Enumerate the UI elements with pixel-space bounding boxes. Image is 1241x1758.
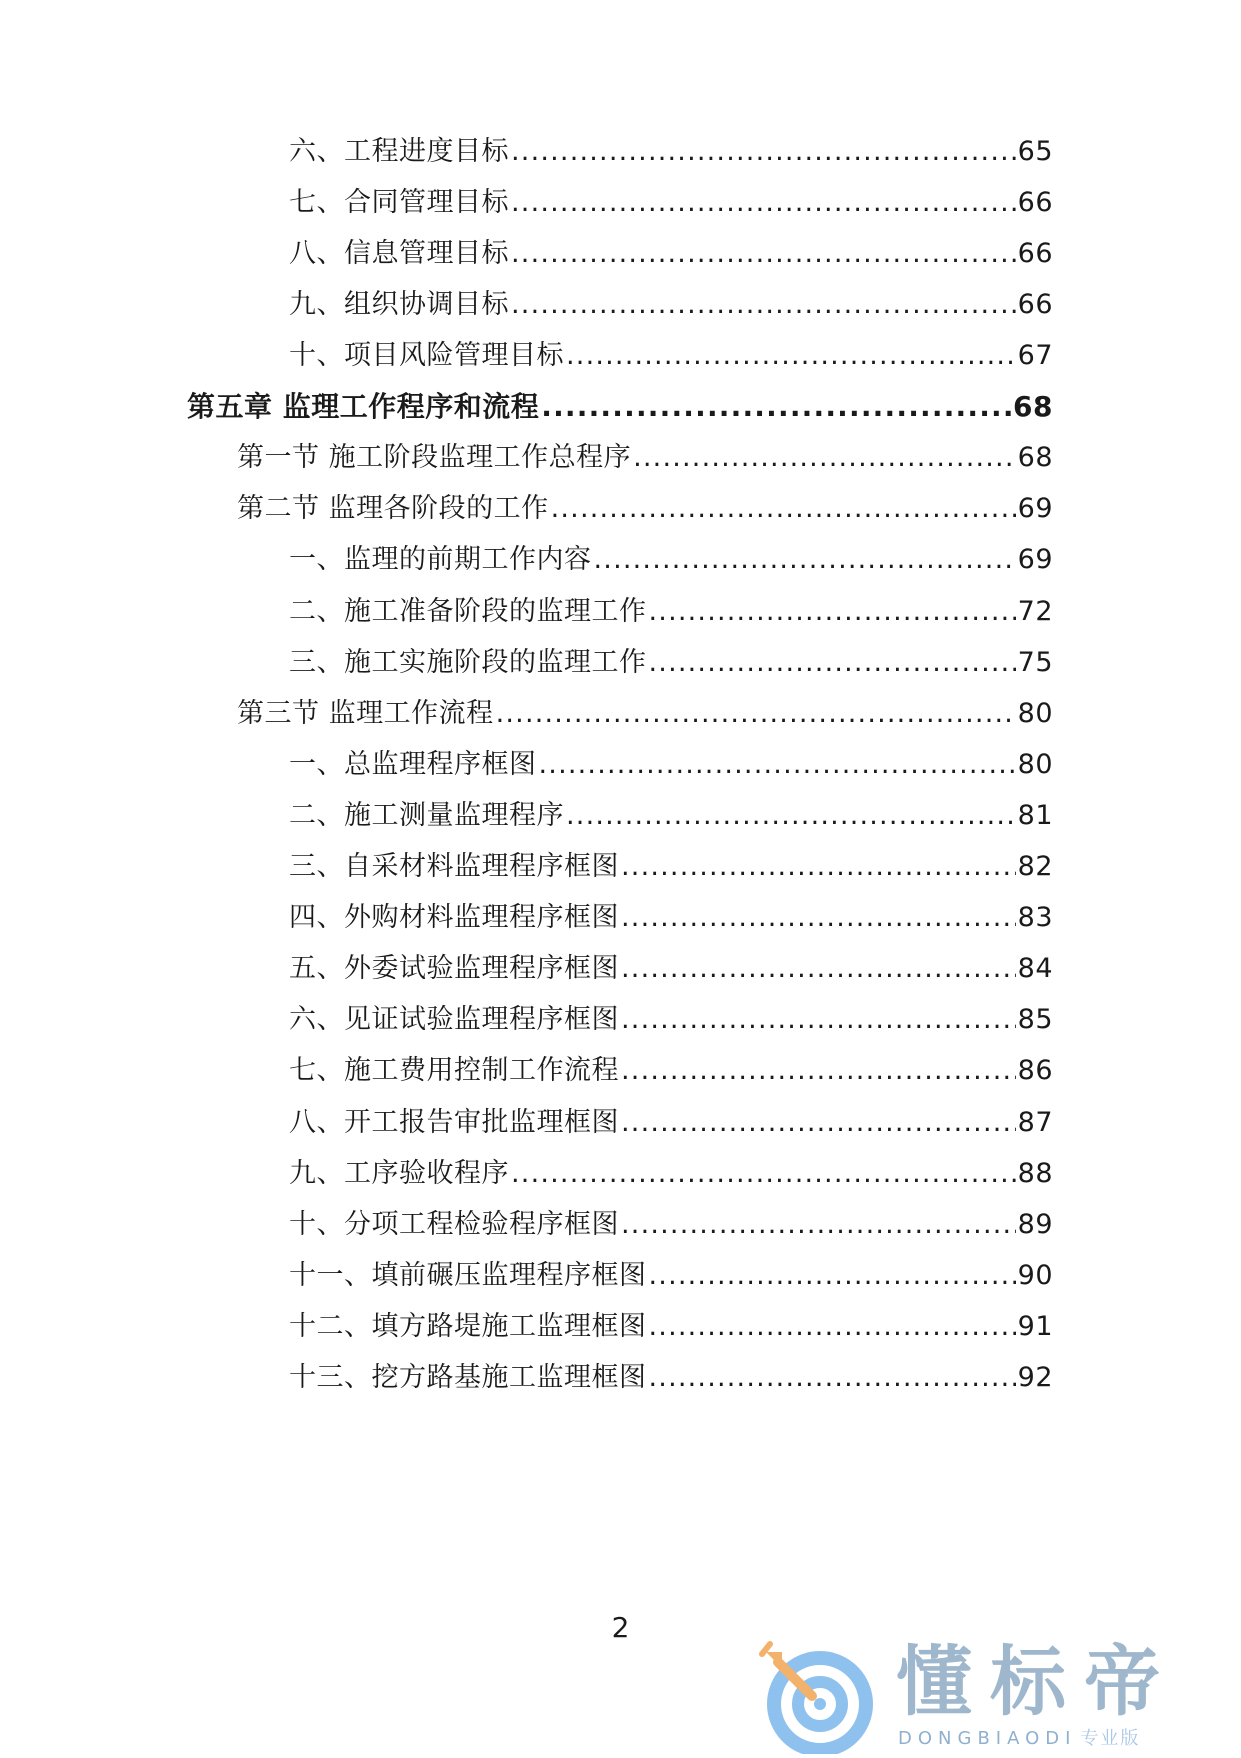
toc-leader-dots — [541, 387, 1011, 427]
watermark-brand-subtitle — [898, 1728, 1140, 1750]
toc-entry-page: 87 — [1017, 1107, 1053, 1138]
toc-entry-page: 89 — [1017, 1209, 1053, 1240]
toc-entry[interactable] — [289, 643, 1053, 683]
toc-entry-page: 81 — [1017, 800, 1053, 831]
toc-leader-dots — [633, 438, 1016, 478]
toc-entry[interactable] — [289, 847, 1053, 887]
toc-entry-page: 80 — [1017, 698, 1053, 729]
toc-entry[interactable] — [289, 1000, 1053, 1040]
toc-entry-title: 六、工程进度目标 — [289, 136, 509, 167]
toc-entry-page: 75 — [1017, 647, 1053, 678]
toc-entry[interactable] — [289, 1154, 1053, 1194]
toc-leader-dots — [566, 336, 1016, 376]
toc-leader-dots — [496, 694, 1016, 734]
toc-entry-title: 七、合同管理目标 — [289, 187, 509, 218]
toc-entry[interactable] — [289, 796, 1053, 836]
toc-entry-title: 七、施工费用控制工作流程 — [289, 1055, 619, 1086]
toc-entry-page: 68 — [1017, 442, 1053, 473]
toc-leader-dots — [621, 847, 1016, 887]
toc-entry-title: 二、施工准备阶段的监理工作 — [289, 596, 647, 627]
toc-entry-title: 十一、填前碾压监理程序框图 — [289, 1260, 647, 1291]
toc-entry[interactable] — [289, 949, 1053, 989]
toc-leader-dots — [511, 1154, 1016, 1194]
toc-entry-title: 四、外购材料监理程序框图 — [289, 902, 619, 933]
toc-entry[interactable] — [289, 1051, 1053, 1091]
toc-leader-dots — [649, 592, 1016, 632]
watermark — [748, 1632, 1238, 1754]
toc-chapter-entry[interactable] — [187, 387, 1053, 427]
toc-entry-title: 六、见证试验监理程序框图 — [289, 1004, 619, 1035]
toc-entry-page: 65 — [1017, 136, 1053, 167]
toc-leader-dots — [621, 1205, 1016, 1245]
toc-entry-page: 67 — [1017, 340, 1053, 371]
toc-entry-page: 66 — [1017, 238, 1053, 269]
toc-entry-title: 五、外委试验监理程序框图 — [289, 953, 619, 984]
toc-entry-page: 86 — [1017, 1055, 1053, 1086]
toc-entry[interactable] — [289, 592, 1053, 632]
toc-entry-page: 84 — [1017, 953, 1053, 984]
toc-leader-dots — [621, 1000, 1016, 1040]
toc-entry[interactable] — [289, 132, 1053, 172]
toc-leader-dots — [649, 1307, 1016, 1347]
toc-leader-dots — [511, 285, 1016, 325]
toc-entry-title: 十、分项工程检验程序框图 — [289, 1209, 619, 1240]
toc-entry-page: 91 — [1017, 1311, 1053, 1342]
toc-entry-title: 八、信息管理目标 — [289, 238, 509, 269]
toc-entry-title: 三、施工实施阶段的监理工作 — [289, 647, 647, 678]
toc-entry[interactable] — [289, 183, 1053, 223]
toc-entry-page: 88 — [1017, 1158, 1053, 1189]
toc-entry-title: 第五章 监理工作程序和流程 — [187, 390, 540, 423]
toc-entry-page: 92 — [1017, 1362, 1053, 1393]
toc-entry-page: 85 — [1017, 1004, 1053, 1035]
toc-entry-title: 第二节 监理各阶段的工作 — [237, 493, 549, 524]
toc-section-entry[interactable] — [237, 438, 1053, 478]
toc-entry[interactable] — [289, 540, 1053, 580]
toc-entry-page: 83 — [1017, 902, 1053, 933]
target-logo-icon — [748, 1632, 878, 1754]
toc-entry-title: 十三、挖方路基施工监理框图 — [289, 1362, 647, 1393]
toc-entry-title: 一、监理的前期工作内容 — [289, 544, 592, 575]
toc-entry-title: 九、组织协调目标 — [289, 289, 509, 320]
toc-entry[interactable] — [289, 898, 1053, 938]
toc-leader-dots — [511, 132, 1016, 172]
toc-section-entry[interactable] — [237, 489, 1053, 529]
toc-leader-dots — [621, 898, 1016, 938]
toc-leader-dots — [539, 745, 1016, 785]
toc-entry-page: 66 — [1017, 289, 1053, 320]
toc-leader-dots — [511, 183, 1016, 223]
page-number: 2 — [611, 1611, 630, 1644]
toc-entry[interactable] — [289, 336, 1053, 376]
toc-entry-page: 82 — [1017, 851, 1053, 882]
toc-leader-dots — [621, 1103, 1016, 1143]
toc-entry-page: 69 — [1017, 493, 1053, 524]
toc-leader-dots — [594, 540, 1016, 580]
toc-section-entry[interactable] — [237, 694, 1053, 734]
toc-entry-page: 80 — [1017, 749, 1053, 780]
toc-entry-page: 69 — [1017, 544, 1053, 575]
toc-entry-title: 九、工序验收程序 — [289, 1158, 509, 1189]
toc-leader-dots — [621, 949, 1016, 989]
toc-leader-dots — [649, 1256, 1016, 1296]
toc-entry-title: 第三节 监理工作流程 — [237, 698, 494, 729]
watermark-subtitle-cn: 专业版 — [1080, 1728, 1141, 1749]
toc-entry-page: 90 — [1017, 1260, 1053, 1291]
toc-leader-dots — [566, 796, 1016, 836]
toc-entry-page: 72 — [1017, 596, 1053, 627]
toc-leader-dots — [649, 1358, 1016, 1398]
toc-entry-title: 二、施工测量监理程序 — [289, 800, 564, 831]
toc-entry-title: 三、自采材料监理程序框图 — [289, 851, 619, 882]
toc-entry-title: 十、项目风险管理目标 — [289, 340, 564, 371]
toc-entry-title: 第一节 施工阶段监理工作总程序 — [237, 442, 632, 473]
watermark-brand-title: 懂标帝 — [896, 1637, 1178, 1726]
toc-entry[interactable] — [289, 1103, 1053, 1143]
toc-leader-dots — [621, 1051, 1016, 1091]
toc-entry[interactable] — [289, 234, 1053, 274]
toc-entry-title: 八、开工报告审批监理框图 — [289, 1107, 619, 1138]
toc-entry[interactable] — [289, 1205, 1053, 1245]
toc-entry[interactable] — [289, 1358, 1053, 1398]
toc-entry[interactable] — [289, 1256, 1053, 1296]
toc-entry-page: 66 — [1017, 187, 1053, 218]
toc-leader-dots — [511, 234, 1016, 274]
toc-leader-dots — [551, 489, 1016, 529]
toc-leader-dots — [649, 643, 1016, 683]
watermark-subtitle-latin: DONGBIAODI — [898, 1728, 1077, 1749]
toc-entry-title: 一、总监理程序框图 — [289, 749, 537, 780]
toc-entry-title: 十二、填方路堤施工监理框图 — [289, 1311, 647, 1342]
toc-entry[interactable] — [289, 745, 1053, 785]
toc-entry-page: 68 — [1013, 390, 1053, 423]
toc-entry[interactable] — [289, 285, 1053, 325]
toc-entry[interactable] — [289, 1307, 1053, 1347]
